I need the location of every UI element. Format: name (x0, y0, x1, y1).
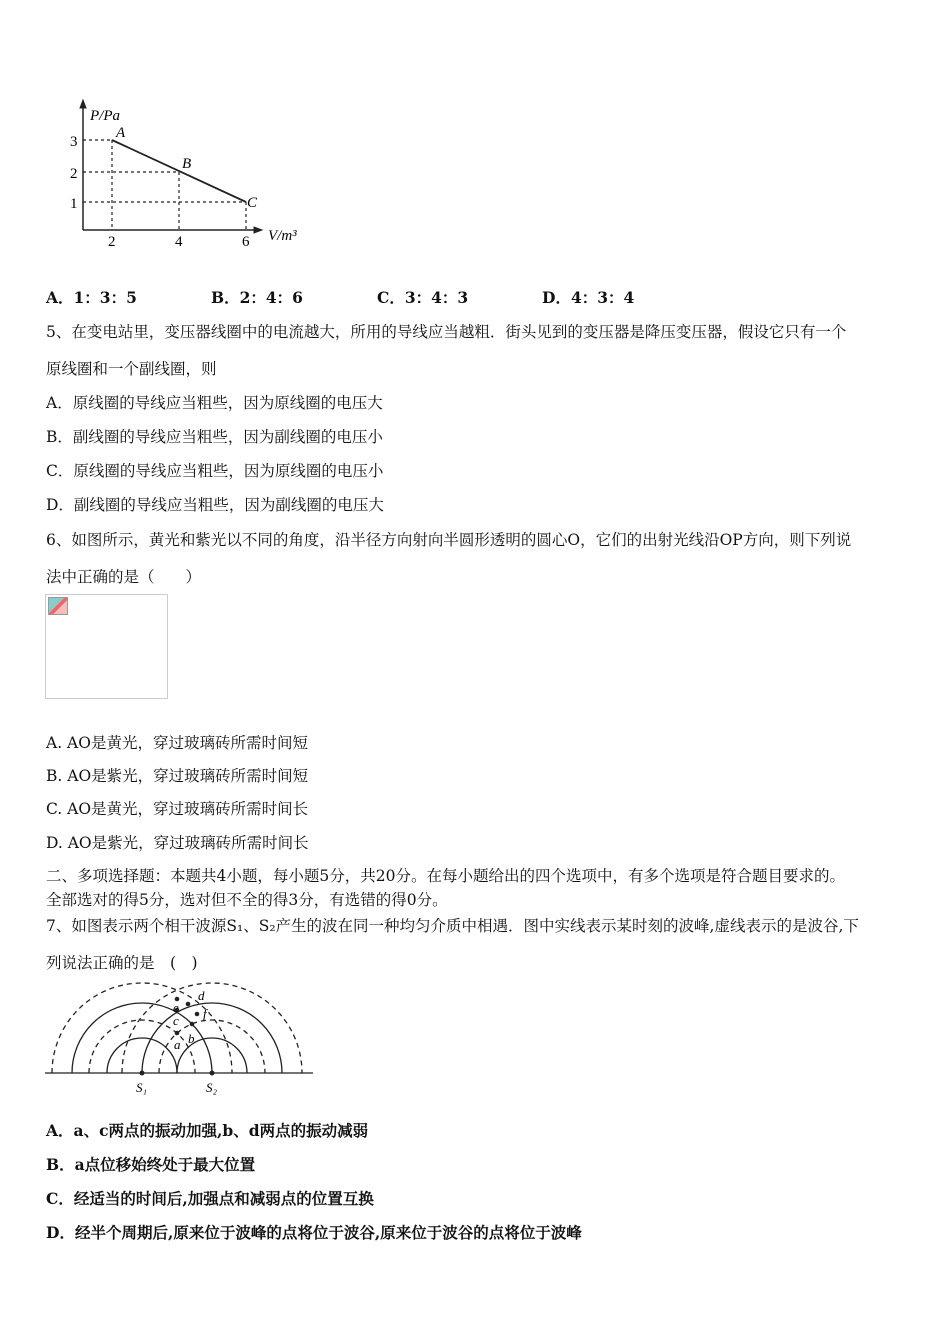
q7-stem: 列说法正确的是 ( ) (46, 954, 198, 972)
point-label: a (174, 1037, 181, 1052)
q7-stem: 7、如图表示两个相干波源S₁、S₂产生的波在同一种均匀介质中相遇．图中实线表示某时刻的波峰,虚线表示的是波谷,下 (46, 917, 859, 935)
point-label: d (198, 988, 205, 1003)
section-instructions: 全部选对的得5分，选对但不全的得3分，有选错的得0分。 (46, 891, 448, 909)
q4-option-d: D．4：3：4 (542, 288, 635, 307)
q6-option-a: A. AO是黄光，穿过玻璃砖所需时间短 (46, 734, 308, 752)
q7-option-c: C．经适当的时间后,加强点和减弱点的位置互换 (46, 1189, 374, 1208)
q5-option-d: D．副线圈的导线应当粗些，因为副线圈的电压大 (46, 496, 384, 514)
q6-stem: 6、如图所示，黄光和紫光以不同的角度，沿半径方向射向半圆形透明的圆心O，它们的出射光线沿OP方向，则下列说 (46, 531, 852, 549)
q6-option-d: D. AO是紫光，穿过玻璃砖所需时间长 (46, 834, 309, 852)
q7-option-b: B．a点位移始终处于最大位置 (46, 1155, 256, 1174)
point-label: A (116, 125, 126, 141)
x-tick: 6 (242, 234, 250, 250)
x-tick: 4 (175, 234, 183, 250)
y-tick: 1 (70, 196, 78, 212)
point-label: e (173, 1000, 179, 1015)
x-tick: 2 (108, 234, 116, 250)
q6-option-b: B. AO是紫光，穿过玻璃砖所需时间短 (46, 767, 309, 785)
q6-stem: 法中正确的是（ ） (46, 568, 202, 586)
source-label: S₂ (206, 1080, 218, 1095)
q5-stem: 原线圈和一个副线圈，则 (46, 360, 217, 378)
broken-image-placeholder (45, 594, 168, 699)
y-axis-label: P/Pa (90, 108, 120, 124)
x-axis-label: V/m³ (268, 228, 297, 244)
point-label: C (247, 195, 258, 211)
point-label: B (182, 156, 192, 172)
point-label: f (203, 1006, 207, 1021)
wave-interference-figure (45, 983, 313, 1076)
point-label: c (173, 1013, 179, 1028)
source-label: S₁ (136, 1080, 148, 1095)
section-heading: 二、多项选择题：本题共4小题，每小题5分，共20分。在每小题给出的四个选项中，有多个选项是符合题目要求的。 (46, 867, 845, 885)
q4-option-b: B．2：4：6 (211, 288, 303, 307)
q7-option-a: A．a、c两点的振动加强,b、d两点的振动减弱 (46, 1121, 369, 1140)
q5-option-a: A．原线圈的导线应当粗些，因为原线圈的电压大 (46, 394, 383, 412)
y-tick: 2 (70, 166, 78, 182)
q5-option-c: C．原线圈的导线应当粗些，因为原线圈的电压小 (46, 462, 384, 480)
broken-image-icon (48, 597, 68, 615)
q4-option-c: C．3：4：3 (377, 288, 469, 307)
q6-option-c: C. AO是黄光，穿过玻璃砖所需时间长 (46, 800, 309, 818)
y-tick: 3 (70, 134, 78, 150)
point-label: b (188, 1031, 195, 1046)
q5-option-b: B．副线圈的导线应当粗些，因为副线圈的电压小 (46, 428, 383, 446)
q5-stem: 5、在变电站里，变压器线圈中的电流越大，所用的导线应当越粗．街头见到的变压器是降压变压器，假设它只有一个 (46, 323, 847, 341)
q7-option-d: D．经半个周期后,原来位于波峰的点将位于波谷,原来位于波谷的点将位于波峰 (46, 1223, 582, 1242)
q4-option-a: A．1：3：5 (46, 288, 137, 307)
